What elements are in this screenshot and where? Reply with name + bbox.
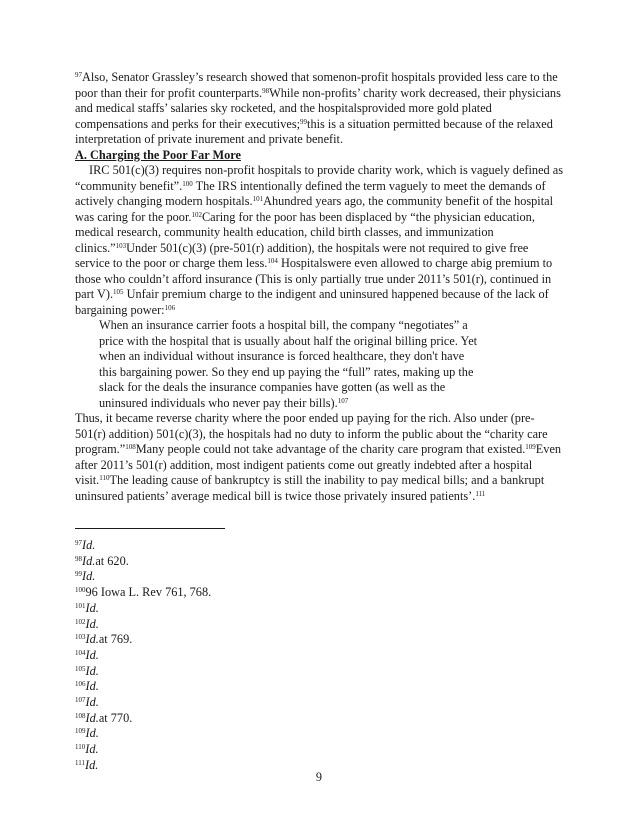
footnote-number: 106: [75, 680, 86, 689]
quote-line: this bargaining power. So they end up paying the “full” rates, making up the: [99, 364, 474, 379]
footnote-citation-text: 96 Iowa L. Rev 761, 768.: [85, 585, 212, 600]
footnote-item: [75, 711, 375, 727]
footnote-number: 110: [75, 743, 86, 752]
paragraph-reverse-charity: [75, 411, 565, 504]
paragraph-text: Also, Senator Grassley’s research showed that somenon-profit hospitals provided less care to the poor than their for profit counterparts.: [75, 70, 558, 100]
paragraph-text: IRC 501(c)(3) requires non-profit hospitals to provide charity work, which is vaguely defined as “community benefit”.: [75, 163, 563, 193]
footnote-citation-italic: Id.: [82, 538, 96, 552]
section-heading: A. Charging the Poor Far More: [75, 147, 241, 162]
paragraph-charity-work: [75, 163, 565, 318]
footnote-citation-italic: Id.: [85, 647, 99, 662]
footnote-citation-italic: Id.: [85, 726, 99, 741]
body-text: [75, 70, 565, 504]
footnote-number: 102: [75, 617, 86, 626]
footnote-citation-italic: Id.: [85, 679, 99, 694]
paragraph-text: The IRS intentionally defined the term vaguely to meet the demands of actively changing modern hospitals.: [75, 178, 546, 208]
quote-line: When an insurance carrier foots a hospital bill, the company “negotiates” a: [99, 318, 468, 332]
footnote-number: 108: [75, 711, 86, 720]
footnote-item: [75, 695, 375, 711]
paragraph-text: The leading cause of bankruptcy is still the inability to pay medical bills; and a bankrupt uninsured patients’ average medical bill is twice those privately insured patients’.: [75, 473, 545, 503]
footnote-citation-italic: Id.: [85, 695, 99, 710]
footnote-number: 101: [75, 601, 86, 610]
footnote-ref-109[interactable]: 109: [525, 443, 536, 451]
footnote-citation-italic: Id.: [82, 553, 96, 568]
footnote-number: 99: [75, 570, 82, 579]
quote-line: when an individual without insurance is forced healthcare, they don't have: [99, 349, 465, 363]
paragraph-text: Hospitalswere even allowed to charge abig premium to those who couldn’t afford insurance (This is only partially true under 2011’s 501(r), continued in part V).: [75, 256, 553, 301]
footnote-number: 104: [75, 648, 86, 657]
footnote-item: [75, 601, 375, 617]
footnote-citation-italic: Id.: [85, 663, 99, 678]
paragraph-text: this is a situation permitted because of the relaxed interpretation of private inurement and private benefit.: [75, 116, 553, 146]
footnote-item: [75, 742, 375, 758]
block-quote: [99, 318, 565, 411]
footnote-citation-italic: Id.: [85, 710, 99, 725]
quote-text: uninsured individuals who never pay their bills).: [99, 395, 338, 410]
paragraph-text: Under 501(c)(3) (pre-501(r) addition), the hospitals were not required to give free service to the poor or charge them less.: [75, 240, 529, 270]
footnote-citation-text: at 620.: [95, 553, 129, 568]
footnote-ref-100[interactable]: 100: [182, 179, 193, 188]
footnote-number: 109: [75, 727, 86, 736]
footnote-ref-101[interactable]: 101: [252, 195, 264, 203]
footnote-citation-italic: Id.: [85, 742, 99, 757]
footnote-number: 100: [75, 586, 86, 595]
footnote-ref-107[interactable]: 107: [337, 396, 349, 405]
footnote-ref-110[interactable]: 110: [99, 474, 110, 482]
paragraph-text: Thus, it became reverse charity where the poor ended up paying for the rich. Also under (pre-501(r) addition) 501(c)(3), the hospitals had no duty to inform the public about the “charity care program.”: [75, 411, 548, 456]
footnote-citation-italic: Id.: [85, 616, 99, 631]
footnote-number: 111: [75, 758, 85, 767]
footnote-ref-111[interactable]: 111: [475, 489, 486, 498]
page-number: 9: [315, 770, 323, 784]
quote-line: [99, 396, 565, 412]
paragraph-text: Many people could not take advantage of the charity care program that existed.: [135, 442, 526, 456]
footnote-item: [75, 554, 375, 570]
footnote-citation-text: at 769.: [98, 632, 133, 647]
footnote-citation-text: at 770.: [98, 710, 133, 725]
footnote-number: 98: [75, 554, 82, 563]
paragraph-text: Ahundred years ago, the community benefit of the hospital was caring for the poor.: [75, 194, 554, 224]
footnote-citation-italic: Id.: [85, 600, 99, 615]
footnote-item: [75, 569, 375, 585]
paragraph-grassley: [75, 70, 565, 148]
footnote-item: [75, 648, 375, 664]
footnote-item: [75, 679, 375, 695]
footnote-ref-108[interactable]: 108: [125, 443, 136, 451]
footnote-number: 97: [75, 539, 82, 547]
quote-line: slack for the deals the insurance companies have gotten (as well as the: [99, 380, 446, 394]
footnote-ref-106[interactable]: 106: [164, 303, 176, 312]
footnote-citation-italic: Id.: [84, 757, 99, 772]
footnote-citation-italic: Id.: [82, 569, 96, 584]
footnote-item: [75, 632, 375, 648]
footnote-ref-104[interactable]: 104: [267, 257, 278, 265]
quote-line: price with the hospital that is usually about half the original billing price. Yet: [99, 333, 478, 348]
footnote-ref-97[interactable]: 97: [75, 71, 82, 79]
footnote-divider: [75, 528, 225, 529]
footnote-list: [75, 538, 375, 774]
footnote-item: [75, 617, 375, 633]
footnote-ref-99[interactable]: 99: [300, 117, 308, 126]
paragraph-text: While non-profits’ charity work decreased, their physicians and medical staffs’ salaries sky rocketed, and the hospitalsprovided more gold plated compensations and perks for their executives;: [75, 85, 561, 131]
footnote-number: 105: [75, 664, 86, 673]
footnote-item: [75, 538, 375, 554]
footnote-number: 107: [75, 696, 86, 705]
footnote-ref-102[interactable]: 102: [191, 210, 202, 219]
paragraph-text: Unfair premium charge to the indigent and uninsured happened because of the lack of bargaining power:: [75, 287, 549, 317]
footnote-item: [75, 585, 375, 601]
paragraph-text: Even after 2011’s 501(r) addition, most indigent patients come out greatly indebted after a hospital visit.: [75, 442, 562, 487]
footnote-ref-98[interactable]: 98: [262, 86, 270, 95]
paragraph-text: Caring for the poor has been displaced by “the physician education, medical research, community health education, child birth classes, and immunization clinics.”: [75, 209, 535, 255]
footnote-item: [75, 664, 375, 680]
footnote-ref-103[interactable]: 103: [115, 241, 127, 250]
footnote-ref-105[interactable]: 105: [113, 288, 124, 296]
footnote-item: [75, 726, 375, 742]
footnote-number: 103: [75, 633, 86, 642]
footnote-citation-italic: Id.: [85, 632, 99, 647]
